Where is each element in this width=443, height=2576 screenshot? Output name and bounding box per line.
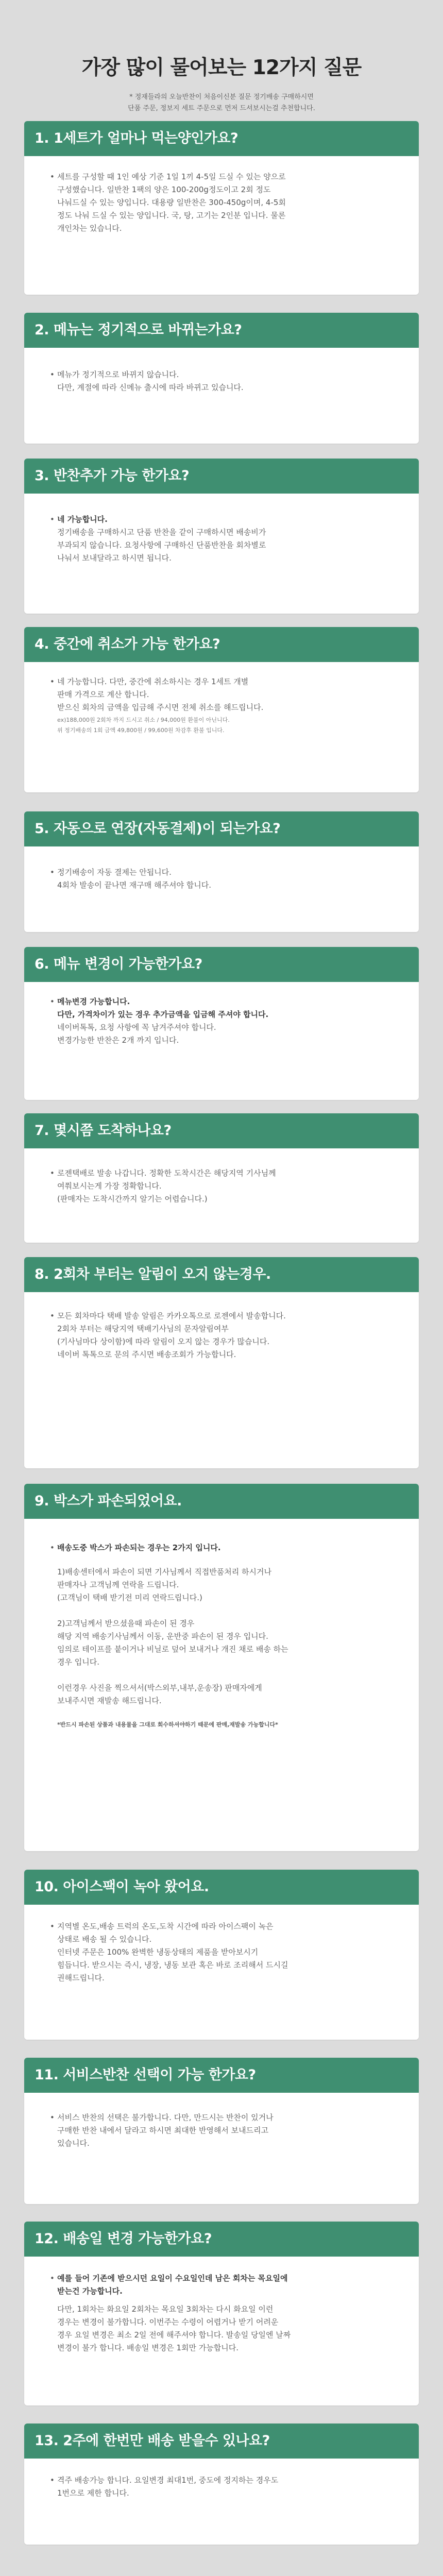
answer-9-highlight: 배송도중 박스가 파손되는 경우는 2가지 입니다.	[57, 1543, 221, 1552]
question-2: 2. 메뉴는 정기적으로 바뀌는가요?	[24, 313, 419, 348]
answer-6: 네이버톡톡, 요청 사항에 꼭 남겨주셔야 합니다. 변경가능한 반찬은 2개 까지 입니다.	[57, 1023, 216, 1045]
bullet-icon: •	[50, 868, 55, 877]
question-6: 6. 메뉴 변경이 가능한가요?	[24, 947, 419, 982]
question-5: 5. 자동으로 연장(자동결제)이 되는가요?	[24, 811, 419, 846]
answer-11: 서비스 반찬의 선택은 불가합니다. 다만, 만드시는 반찬이 있거나 구매한 반찬 내에서 달라고 하시면 최대한 반영해서 보내드리고 있습니다.	[57, 2113, 274, 2148]
bullet-icon: •	[50, 997, 55, 1006]
question-10: 10. 아이스팩이 녹아 왔어요.	[24, 1870, 419, 1905]
answer-12: 다만, 1회차는 화요일 2회차는 목요일 3회차는 다시 화요일 이런 경우는 변경이 불가합니다. 이번주는 수령이 어렵거나 받기 어려운 경우 요일 변경은 최소 2일 전에 해주셔야 합니다. 발송일 당일엔 날짜 변경이 불가 합니다. 배송일 변경은 1회만 가능합니다.	[57, 2304, 291, 2352]
bullet-icon: •	[50, 2274, 55, 2283]
faq-card-2	[24, 313, 419, 444]
answer-2: 메뉴가 정기적으로 바뀌지 않습니다. 다만, 계절에 따라 신메뉴 출시에 따라 바뀌고 있습니다.	[57, 370, 244, 392]
answer-5: 정기배송이 자동 결제는 안됩니다. 4회차 발송이 끝나면 재구매 해주셔야 합니다.	[57, 868, 211, 890]
question-11: 11. 서비스반찬 선택이 가능 한가요?	[24, 2058, 419, 2093]
bullet-icon: •	[50, 370, 55, 379]
answer-13: 격주 배송가능 합니다. 요일변경 최대1번, 중도에 정지하는 경우도 1번으로 제한 합니다.	[57, 2476, 279, 2498]
question-3: 3. 반찬추가 가능 한가요?	[24, 459, 419, 494]
bullet-icon: •	[50, 515, 55, 524]
faq-card-11	[24, 2058, 419, 2204]
question-9: 9. 박스가 파손되었어요.	[24, 1484, 419, 1519]
answer-8: 모든 회차마다 택배 발송 알림은 카카오톡으로 로젠에서 발송합니다. 2회차 부터는 해당지역 택배기사님의 문자알림여부 (기사님마다 상이함)에 따라 알림이 오지 않는 경우가 많습니다. 네이버 톡톡으로 문의 주시면 배송조회가 가능합니다.	[57, 1311, 286, 1359]
answer-4-note: ex)188,000원 2회차 까지 드시고 취소 / 94,000원 환불이 아닌니다. 위 정기배송의 1회 금액 49,800원 / 99,600원 차감후 환불 입니다.	[57, 717, 230, 734]
bullet-icon: •	[50, 1922, 55, 1931]
answer-4: 네 가능합니다. 다만, 중간에 취소하시는 경우 1세트 개별 판매 가격으로 계산 합니다. 받으신 회차의 금액을 입금해 주시면 전체 취소를 해드립니다.	[57, 677, 264, 712]
question-1: 1. 1세트가 얼마나 먹는양인가요?	[24, 121, 419, 156]
question-12: 12. 배송일 변경 가능한가요?	[24, 2222, 419, 2257]
faq-card-8	[24, 1257, 419, 1468]
faq-card-5	[24, 811, 419, 932]
answer-3-highlight: 네 가능합니다.	[57, 515, 108, 524]
answer-6-highlight: 메뉴변경 가능합니다. 다만, 가격차이가 있는 경우 추가금액을 입금해 주셔야 합니다.	[57, 997, 269, 1019]
faq-card-3	[24, 459, 419, 614]
question-7: 7. 몇시쯤 도착하나요?	[24, 1113, 419, 1148]
faq-card-12	[24, 2222, 419, 2405]
answer-9: 1)배송센터에서 파손이 되면 기사님께서 직접반품처리 하시거나 판매자나 고객님께 연락을 드립니다. (고객님이 택배 받기전 미리 연락드립니다.) 2)고객님께서 받으셨을때 파손이 된 경우 해당 지역 배송기사님께서 이동, 운반중 파손이 된 경우 입니다. 임의로 테이프를 붙이거나 비닐로 덮어 보내거나 개진 채로 배송 하는 경우 입니다. 이런경우 사진을 찍으셔서(박스외부,내부,운송장) 판매자에게 보내주시면 재발송 해드립니다.	[57, 1567, 288, 1705]
bullet-icon: •	[50, 1543, 55, 1552]
answer-1: 세트를 구성할 때 1인 예상 기준 1일 1끼 4-5일 드실 수 있는 양으로 구성했습니다. 일반찬 1팩의 양은 100-200g정도이고 2회 정도 나눠드실 수 있는 양입니다. 대용량 일반찬은 300-450g이며, 4-5회 정도 나눠 드실 수 있는 양입니다. 국, 탕, 고기는 2인분 입니다. 물론 개인차는 있습니다.	[57, 172, 286, 233]
answer-7: 로젠택배로 발송 나갑니다. 정확한 도착시간은 해당지역 기사님께 여쭤보시는게 가장 정확합니다. (판매자는 도착시간까지 알기는 어렵습니다.)	[57, 1168, 276, 1204]
question-13: 13. 2주에 한번만 배송 받을수 있나요?	[24, 2424, 419, 2459]
intro-line-2: 단품 주문, 정보지 세트 주문으로 먼저 드셔보시는걸 추천합니다.	[128, 105, 315, 112]
bullet-icon: •	[50, 2113, 55, 2122]
faq-card-7	[24, 1113, 419, 1243]
page-title: 가장 많이 물어보는 12가지 질문	[81, 56, 362, 79]
faq-card-9	[24, 1484, 419, 1851]
answer-3: 정기배송을 구매하시고 단품 반찬을 같이 구매하시면 배송비가 부과되지 않습니다. 요청사항에 구매하신 단품반찬을 회차별로 나눠서 보내달라고 하시면 됩니다.	[57, 528, 266, 563]
faq-card-13	[24, 2424, 419, 2545]
page-header	[0, 0, 443, 121]
answer-10: 지역별 온도,배송 트럭의 온도,도착 시간에 따라 아이스팩이 녹은 상태로 배송 될 수 있습니다. 인터넷 주문은 100% 완벽한 냉동상태의 제품을 받아보시기 힘듭니다. 받으시는 즉시, 냉장, 냉동 보관 혹은 바로 조리해서 드시길 권해드립니다.	[57, 1922, 288, 1982]
question-4: 4. 중간에 취소가 가능 한가요?	[24, 627, 419, 662]
bullet-icon: •	[50, 677, 55, 686]
bullet-icon: •	[50, 172, 55, 181]
answer-12-highlight: 예를 들어 기존에 받으시던 요일이 수요일인데 남은 회차는 목요일에 받는건 가능합니다.	[57, 2274, 288, 2296]
answer-9-note: *반드시 파손된 상품과 내용물을 그대로 회수하셔야하기 때문에 판매,재발송 가능합니다*	[57, 1721, 278, 1728]
faq-card-1	[24, 121, 419, 295]
faq-card-10	[24, 1870, 419, 2040]
bullet-icon: •	[50, 1311, 55, 1320]
faq-card-6	[24, 947, 419, 1100]
bullet-icon: •	[50, 2476, 55, 2485]
bullet-icon: •	[50, 1168, 55, 1178]
faq-card-4	[24, 627, 419, 792]
question-8: 8. 2회차 부터는 알림이 오지 않는경우.	[24, 1257, 419, 1292]
intro-line-1: * 정재들라의 오늘반찬이 처음이신분 질문 정기배송 구매하시면	[129, 93, 314, 101]
